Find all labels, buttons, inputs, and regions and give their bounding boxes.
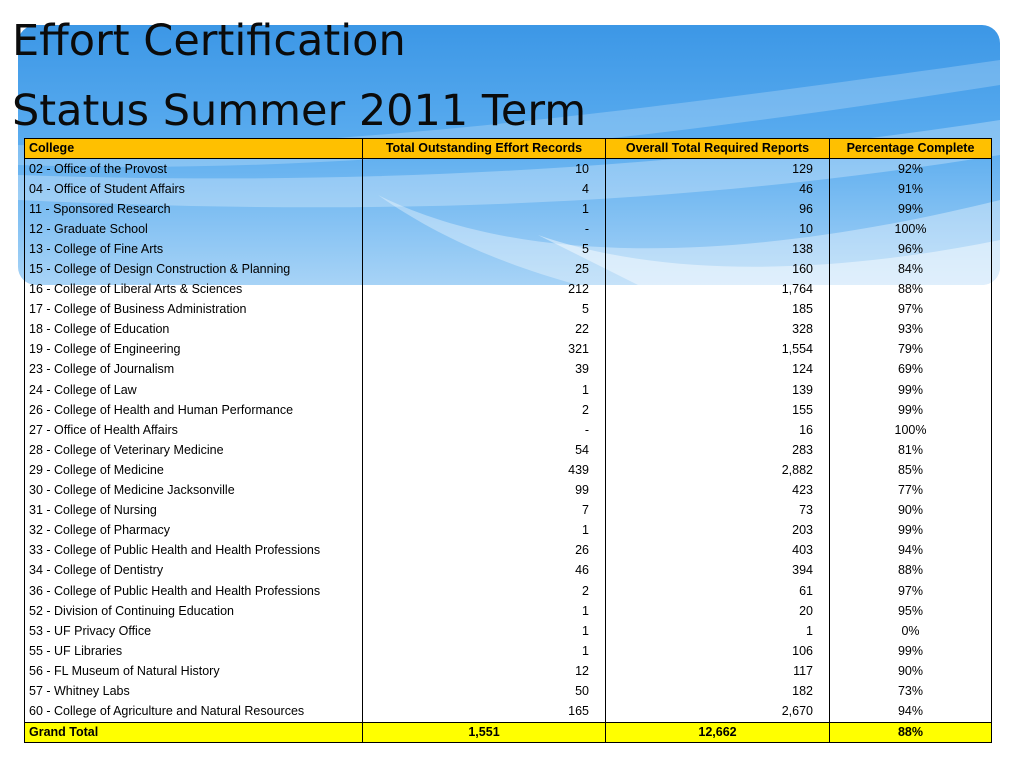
college-cell: 28 - College of Veterinary Medicine <box>25 440 363 460</box>
required-reports-cell: 2,882 <box>606 460 830 480</box>
outstanding-records-cell: 165 <box>363 702 606 723</box>
outstanding-records-cell: 12 <box>363 661 606 681</box>
outstanding-records-cell: 5 <box>363 239 606 259</box>
outstanding-records-cell: 1 <box>363 641 606 661</box>
percentage-cell: 90% <box>830 661 992 681</box>
required-reports-cell: 139 <box>606 380 830 400</box>
outstanding-records-cell: - <box>363 420 606 440</box>
table-row <box>25 561 992 581</box>
college-cell: 02 - Office of the Provost <box>25 159 363 180</box>
table-row <box>25 159 992 180</box>
table-row <box>25 481 992 501</box>
table-row <box>25 179 992 199</box>
college-cell: 15 - College of Design Construction & Planning <box>25 259 363 279</box>
required-reports-cell: 185 <box>606 300 830 320</box>
percentage-cell: 99% <box>830 400 992 420</box>
percentage-cell: 93% <box>830 320 992 340</box>
outstanding-records-cell: 10 <box>363 159 606 180</box>
table-row <box>25 300 992 320</box>
college-cell: 60 - College of Agriculture and Natural Resources <box>25 702 363 723</box>
percentage-cell: 79% <box>830 340 992 360</box>
college-cell: 33 - College of Public Health and Health Professions <box>25 541 363 561</box>
percentage-cell: 100% <box>830 420 992 440</box>
percentage-cell: 91% <box>830 179 992 199</box>
header-percentage-complete: Percentage Complete <box>830 139 992 159</box>
college-cell: 04 - Office of Student Affairs <box>25 179 363 199</box>
college-cell: 31 - College of Nursing <box>25 501 363 521</box>
outstanding-records-cell: 2 <box>363 400 606 420</box>
table-row <box>25 661 992 681</box>
required-reports-cell: 423 <box>606 481 830 501</box>
outstanding-records-cell: 54 <box>363 440 606 460</box>
outstanding-records-cell: 1 <box>363 521 606 541</box>
outstanding-records-cell: 50 <box>363 681 606 701</box>
table-row <box>25 400 992 420</box>
college-cell: 55 - UF Libraries <box>25 641 363 661</box>
outstanding-records-cell: 46 <box>363 561 606 581</box>
grand-total-label: Grand Total <box>25 722 363 742</box>
percentage-cell: 85% <box>830 460 992 480</box>
college-cell: 23 - College of Journalism <box>25 360 363 380</box>
college-cell: 17 - College of Business Administration <box>25 300 363 320</box>
percentage-cell: 97% <box>830 300 992 320</box>
table-row <box>25 581 992 601</box>
college-cell: 19 - College of Engineering <box>25 340 363 360</box>
outstanding-records-cell: - <box>363 219 606 239</box>
college-cell: 11 - Sponsored Research <box>25 199 363 219</box>
grand-total-required: 12,662 <box>606 722 830 742</box>
required-reports-cell: 16 <box>606 420 830 440</box>
outstanding-records-cell: 321 <box>363 340 606 360</box>
college-cell: 57 - Whitney Labs <box>25 681 363 701</box>
effort-status-table <box>24 138 992 743</box>
outstanding-records-cell: 1 <box>363 380 606 400</box>
percentage-cell: 69% <box>830 360 992 380</box>
percentage-cell: 81% <box>830 440 992 460</box>
required-reports-cell: 96 <box>606 199 830 219</box>
header-required-reports: Overall Total Required Reports <box>606 139 830 159</box>
college-cell: 30 - College of Medicine Jacksonville <box>25 481 363 501</box>
required-reports-cell: 283 <box>606 440 830 460</box>
header-college: College <box>25 139 363 159</box>
table-row <box>25 259 992 279</box>
required-reports-cell: 129 <box>606 159 830 180</box>
percentage-cell: 77% <box>830 481 992 501</box>
percentage-cell: 99% <box>830 521 992 541</box>
percentage-cell: 92% <box>830 159 992 180</box>
outstanding-records-cell: 26 <box>363 541 606 561</box>
required-reports-cell: 328 <box>606 320 830 340</box>
required-reports-cell: 155 <box>606 400 830 420</box>
percentage-cell: 99% <box>830 199 992 219</box>
college-cell: 29 - College of Medicine <box>25 460 363 480</box>
college-cell: 36 - College of Public Health and Health Professions <box>25 581 363 601</box>
college-cell: 12 - Graduate School <box>25 219 363 239</box>
required-reports-cell: 46 <box>606 179 830 199</box>
required-reports-cell: 403 <box>606 541 830 561</box>
table-row <box>25 360 992 380</box>
college-cell: 53 - UF Privacy Office <box>25 621 363 641</box>
college-cell: 56 - FL Museum of Natural History <box>25 661 363 681</box>
outstanding-records-cell: 439 <box>363 460 606 480</box>
table-row <box>25 239 992 259</box>
outstanding-records-cell: 2 <box>363 581 606 601</box>
grand-total-percentage: 88% <box>830 722 992 742</box>
grand-total-outstanding: 1,551 <box>363 722 606 742</box>
outstanding-records-cell: 212 <box>363 280 606 300</box>
table-row <box>25 460 992 480</box>
required-reports-cell: 10 <box>606 219 830 239</box>
required-reports-cell: 1 <box>606 621 830 641</box>
table-row <box>25 621 992 641</box>
table-row <box>25 601 992 621</box>
table-row <box>25 340 992 360</box>
table-row <box>25 380 992 400</box>
table-row <box>25 199 992 219</box>
college-cell: 13 - College of Fine Arts <box>25 239 363 259</box>
percentage-cell: 96% <box>830 239 992 259</box>
college-cell: 26 - College of Health and Human Performance <box>25 400 363 420</box>
college-cell: 18 - College of Education <box>25 320 363 340</box>
page-title-line-2: Status Summer 2011 Term <box>12 86 587 136</box>
outstanding-records-cell: 99 <box>363 481 606 501</box>
required-reports-cell: 73 <box>606 501 830 521</box>
page-title-line-1: Effort Certification <box>12 16 406 66</box>
table-row <box>25 681 992 701</box>
table-row <box>25 219 992 239</box>
college-cell: 16 - College of Liberal Arts & Sciences <box>25 280 363 300</box>
required-reports-cell: 117 <box>606 661 830 681</box>
percentage-cell: 99% <box>830 641 992 661</box>
college-cell: 52 - Division of Continuing Education <box>25 601 363 621</box>
table-row <box>25 702 992 723</box>
college-cell: 24 - College of Law <box>25 380 363 400</box>
college-cell: 32 - College of Pharmacy <box>25 521 363 541</box>
required-reports-cell: 2,670 <box>606 702 830 723</box>
table-row <box>25 280 992 300</box>
percentage-cell: 88% <box>830 280 992 300</box>
outstanding-records-cell: 7 <box>363 501 606 521</box>
outstanding-records-cell: 1 <box>363 199 606 219</box>
percentage-cell: 100% <box>830 219 992 239</box>
outstanding-records-cell: 4 <box>363 179 606 199</box>
required-reports-cell: 182 <box>606 681 830 701</box>
required-reports-cell: 203 <box>606 521 830 541</box>
percentage-cell: 90% <box>830 501 992 521</box>
outstanding-records-cell: 1 <box>363 601 606 621</box>
percentage-cell: 95% <box>830 601 992 621</box>
header-outstanding-records: Total Outstanding Effort Records <box>363 139 606 159</box>
percentage-cell: 84% <box>830 259 992 279</box>
table-row <box>25 641 992 661</box>
table-row <box>25 541 992 561</box>
outstanding-records-cell: 5 <box>363 300 606 320</box>
required-reports-cell: 124 <box>606 360 830 380</box>
required-reports-cell: 1,764 <box>606 280 830 300</box>
table-row <box>25 420 992 440</box>
percentage-cell: 97% <box>830 581 992 601</box>
percentage-cell: 0% <box>830 621 992 641</box>
table-row <box>25 521 992 541</box>
required-reports-cell: 1,554 <box>606 340 830 360</box>
grand-total-row <box>25 722 992 742</box>
table-row <box>25 501 992 521</box>
percentage-cell: 94% <box>830 541 992 561</box>
outstanding-records-cell: 39 <box>363 360 606 380</box>
percentage-cell: 88% <box>830 561 992 581</box>
percentage-cell: 99% <box>830 380 992 400</box>
percentage-cell: 73% <box>830 681 992 701</box>
required-reports-cell: 138 <box>606 239 830 259</box>
table-row <box>25 440 992 460</box>
outstanding-records-cell: 1 <box>363 621 606 641</box>
table-header-row <box>25 139 992 159</box>
required-reports-cell: 20 <box>606 601 830 621</box>
table-row <box>25 320 992 340</box>
college-cell: 27 - Office of Health Affairs <box>25 420 363 440</box>
required-reports-cell: 106 <box>606 641 830 661</box>
table-body <box>25 159 992 723</box>
college-cell: 34 - College of Dentistry <box>25 561 363 581</box>
outstanding-records-cell: 25 <box>363 259 606 279</box>
required-reports-cell: 160 <box>606 259 830 279</box>
outstanding-records-cell: 22 <box>363 320 606 340</box>
required-reports-cell: 61 <box>606 581 830 601</box>
percentage-cell: 94% <box>830 702 992 723</box>
required-reports-cell: 394 <box>606 561 830 581</box>
